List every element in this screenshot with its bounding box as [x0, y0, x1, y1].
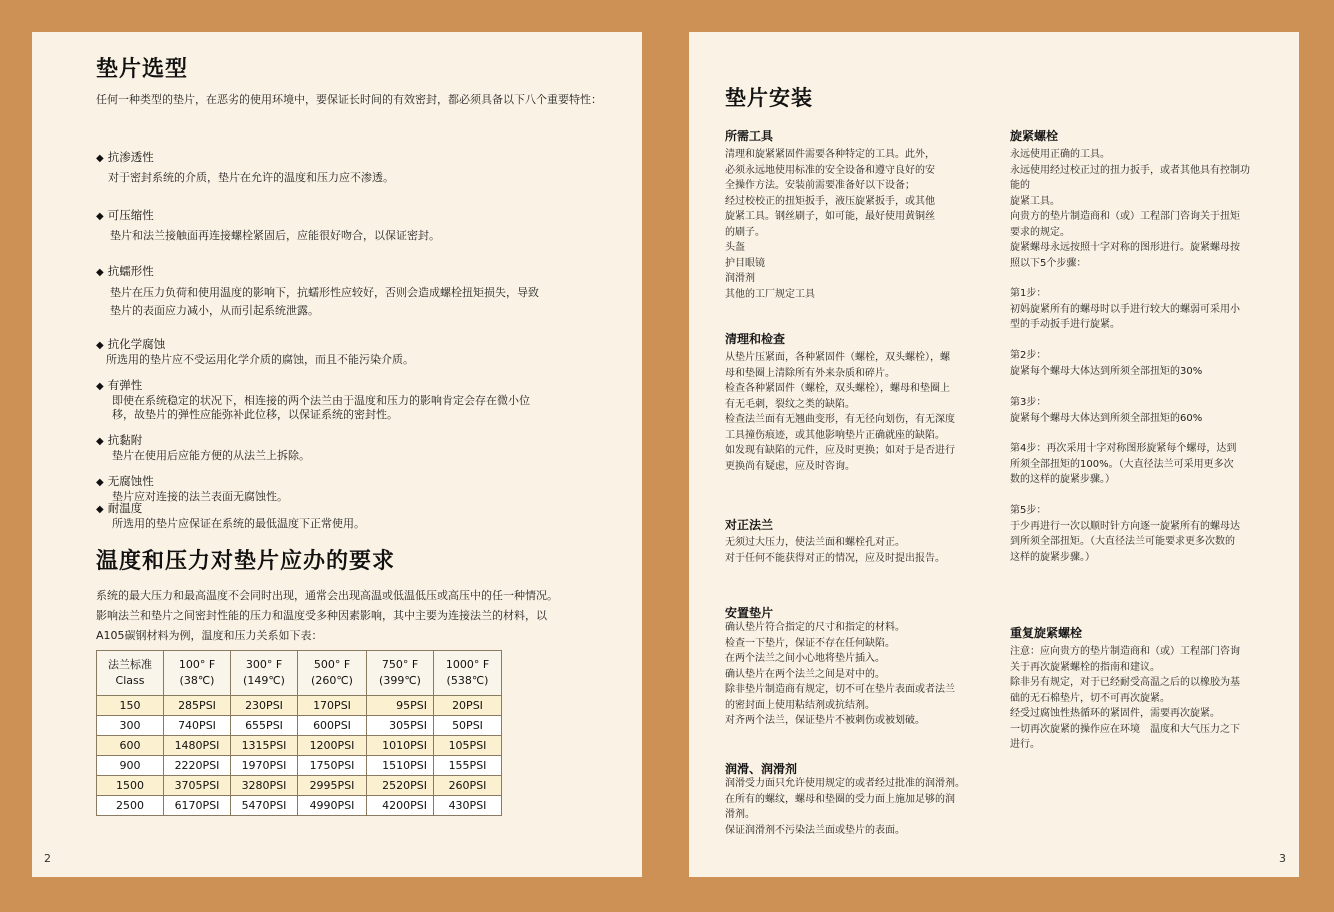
table-cell: 3280PSI [231, 776, 298, 796]
property-title: 抗蠕形性 [107, 264, 154, 278]
lube-text: 润滑受力面只允许使用规定的或者经过批准的润滑剂。 在所有的螺纹，螺母和垫圈的受力面上施加足够的润 滑剂。 保证润滑剂不污染法兰面或垫片的表面。 [725, 778, 965, 836]
clean-text: 从垫片压紧面，各种紧固件（螺栓，双头螺栓），螺 母和垫圈上清除所有外来杂质和碎片。 检查各种紧固件（螺栓，双头螺栓），螺母和垫圈上 有无毛刺，裂纹之类的缺陷。 检查法兰面有无翘曲变形，有无径向划伤，有无深度 工具撞伤痕迹，或其他影响垫片正确就座的缺陷。 如发现有缺陷的元件，应及时更换；如对于是否进行 更换尚有疑虑，应及时咨询。 [725, 352, 955, 472]
table-cell: 95PSI [367, 696, 434, 716]
table-cell: 900 [97, 756, 164, 776]
table-header-cell: 300° F (149℃) [231, 651, 298, 696]
table-cell: 1315PSI [231, 736, 298, 756]
table-cell: 300 [97, 716, 164, 736]
table-cell: 1510PSI [367, 756, 434, 776]
table-cell: 1750PSI [298, 756, 367, 776]
table-cell: 2220PSI [164, 756, 231, 776]
property-text: 所选用的垫片应不受运用化学介质的腐蚀，而且不能污染介质。 [106, 353, 414, 366]
step-2: 第2步： 旋紧每个螺母大体达到所须全部扭矩的30% [1010, 350, 1203, 377]
property-title: 无腐蚀性 [107, 474, 154, 488]
property-title: 可压缩性 [107, 208, 154, 222]
table-row [97, 796, 502, 816]
diamond-bullet-icon: ◆ [96, 436, 104, 447]
table-cell: 4200PSI [367, 796, 434, 816]
property-text: 垫片和法兰接触面再连接螺栓紧固后，应能很好吻合，以保证密封。 [110, 229, 440, 242]
place-heading: 安置垫片 [725, 606, 774, 620]
bolt-heading: 旋紧螺栓 [1010, 129, 1059, 143]
diamond-bullet-icon: ◆ [96, 477, 104, 488]
right-page [689, 32, 1299, 877]
property-item [96, 433, 310, 463]
property-item [96, 150, 394, 186]
property-item [96, 501, 365, 531]
table-header-cell: 1000° F (538℃) [434, 651, 502, 696]
property-item [96, 337, 414, 367]
property-item [96, 264, 539, 319]
align-text: 无须过大压力，使法兰面和螺栓孔对正。 对于任何不能获得对正的情况，应及时提出报告。 [725, 537, 945, 564]
table-cell: 2520PSI [367, 776, 434, 796]
diamond-bullet-icon: ◆ [96, 211, 104, 222]
property-text: 即使在系统稳定的状况下，相连接的两个法兰由于温度和压力的影响肯定会存在微小位 [112, 394, 530, 407]
table-row [97, 716, 502, 736]
table-cell: 740PSI [164, 716, 231, 736]
section-text-line: 影响法兰和垫片之间密封性能的压力和温度受多种因素影响，其中主要为连接法兰的材料，以 [96, 609, 547, 622]
diamond-bullet-icon: ◆ [96, 340, 104, 351]
left-page [32, 32, 642, 877]
align-heading: 对正法兰 [725, 518, 774, 532]
table-cell: 1500 [97, 776, 164, 796]
property-item [96, 208, 440, 244]
diamond-bullet-icon: ◆ [96, 381, 104, 392]
table-cell: 1480PSI [164, 736, 231, 756]
property-title: 抗黏附 [107, 433, 143, 447]
table-cell: 260PSI [434, 776, 502, 796]
step-4: 第4步：再次采用十字对称图形旋紧每个螺母，达到 所须全部扭矩的100%。（大直径法兰可采用更多次 数的这样的旋紧步骤。） [1010, 443, 1237, 485]
property-item [96, 378, 530, 422]
table-cell: 655PSI [231, 716, 298, 736]
table-cell: 3705PSI [164, 776, 231, 796]
table-header-cell: 750° F (399℃) [367, 651, 434, 696]
table-cell: 155PSI [434, 756, 502, 776]
section-title: 温度和压力对垫片应办的要求 [96, 549, 396, 574]
page-title: 垫片选型 [96, 57, 189, 82]
table-cell: 2995PSI [298, 776, 367, 796]
property-text: 垫片在压力负荷和使用温度的影响下，抗蠕形性应较好，否则会造成螺栓扭矩损失，导致 [110, 286, 539, 299]
page-number: 3 [1279, 852, 1286, 865]
tools-heading: 所需工具 [725, 129, 774, 143]
bolt-text: 永远使用正确的工具。 永远使用经过校正过的扭力扳手，或者其他具有控制功 能的 旋紧工具。 向贵方的垫片制造商和（或）工程部门咨询关于扭矩 要求的规定。 旋紧螺母永远按照十字对称的图形进行。旋紧螺母按 照以下5个步骤： [1010, 149, 1250, 269]
property-text: 垫片在使用后应能方便的从法兰上拆除。 [112, 449, 310, 462]
table-cell: 4990PSI [298, 796, 367, 816]
section-text-line: 系统的最大压力和最高温度不会同时出现，通常会出现高温或低温低压或高压中的任一种情况。 [96, 589, 558, 602]
table-cell: 430PSI [434, 796, 502, 816]
table-cell: 6170PSI [164, 796, 231, 816]
section-text-line: A105碳钢材料为例，温度和压力关系如下表： [96, 629, 323, 642]
diamond-bullet-icon: ◆ [96, 153, 104, 164]
table-cell: 50PSI [434, 716, 502, 736]
retighten-heading: 重复旋紧螺栓 [1010, 626, 1083, 640]
table-cell: 1970PSI [231, 756, 298, 776]
table-header-cell: 法兰标准 Class [97, 651, 164, 696]
diamond-bullet-icon: ◆ [96, 267, 104, 278]
table-row [97, 736, 502, 756]
intro-text: 任何一种类型的垫片，在恶劣的使用环境中，要保证长时间的有效密封，都必须具备以下八个重要特性： [96, 93, 602, 106]
table-cell: 170PSI [298, 696, 367, 716]
property-title: 耐温度 [107, 501, 143, 515]
step-5: 第5步： 于少再进行一次以顺时针方向逐一旋紧所有的螺母达 到所须全部扭矩。（大直径法兰可能要求更多次数的 这样的旋紧步骤。） [1010, 505, 1240, 563]
clean-heading: 清理和检查 [725, 332, 786, 346]
table-cell: 150 [97, 696, 164, 716]
table-cell: 285PSI [164, 696, 231, 716]
page-number: 2 [44, 852, 51, 865]
table-cell: 1200PSI [298, 736, 367, 756]
property-text: 对于密封系统的介质，垫片在允许的温度和压力应不渗透。 [108, 171, 394, 184]
diamond-bullet-icon: ◆ [96, 504, 104, 515]
table-row [97, 776, 502, 796]
table-cell: 600 [97, 736, 164, 756]
table-cell: 600PSI [298, 716, 367, 736]
place-text: 确认垫片符合指定的尺寸和指定的材料。 检查一下垫片，保证不存在任何缺陷。 在两个法兰之间小心地将垫片插入。 确认垫片在两个法兰之间是对中的。 除非垫片制造商有规定，切不可在垫片表面或者法兰 的密封面上使用粘结剂或抗结剂。 对齐两个法兰，保证垫片不被刺伤或被划破。 [725, 622, 955, 726]
property-title: 有弹性 [107, 378, 143, 392]
table-cell: 1010PSI [367, 736, 434, 756]
property-title: 抗化学腐蚀 [107, 337, 166, 351]
step-1: 第1步： 初妈旋紧所有的螺母时以手进行较大的螺弱可采用小 型的手动扳手进行旋紧。 [1010, 288, 1240, 330]
table-cell: 105PSI [434, 736, 502, 756]
section-text [96, 586, 558, 646]
table-header-cell: 500° F (260℃) [298, 651, 367, 696]
table-header-cell: 100° F (38℃) [164, 651, 231, 696]
property-title: 抗渗透性 [107, 150, 154, 164]
property-text: 垫片应对连接的法兰表面无腐蚀性。 [112, 490, 288, 503]
pressure-temperature-table [96, 650, 502, 816]
table-cell: 20PSI [434, 696, 502, 716]
table-cell: 5470PSI [231, 796, 298, 816]
page-title: 垫片安装 [725, 86, 813, 110]
table-row [97, 756, 502, 776]
property-text: 垫片的表面应力减小，从而引起系统泄露。 [110, 304, 319, 317]
table-cell: 230PSI [231, 696, 298, 716]
table-cell: 305PSI [367, 716, 434, 736]
tools-text: 清理和旋紧紧固件需要各种特定的工具。此外， 必须永远地使用标准的安全设备和遵守良好的安 全操作方法。安装前需要准备好以下设备； 经过校校正的扭矩扳手，液压旋紧扳手，或其他 旋紧工具。钢丝刷子，如可能，最好使用黄铜丝 的刷子。 头盔 护目眼镜 润滑剂 其他的工厂规定工具 [725, 149, 935, 300]
retighten-text: 注意：应向贵方的垫片制造商和（或）工程部门咨询 关于再次旋紧螺栓的指南和建议。 除非另有规定，对于已经耐受高温之后的以橡胶为基 础的无石棉垫片，切不可再次旋紧。 经受过腐蚀性热循环的紧固件，需要再次旋紧。 一切再次旋紧的操作应在环境 温度和大气压力之下 进行。 [1010, 646, 1240, 750]
table-header-row [97, 651, 502, 696]
table-row [97, 696, 502, 716]
step-3: 第3步： 旋紧每个螺母大体达到所须全部扭矩的60% [1010, 397, 1203, 424]
table-cell: 2500 [97, 796, 164, 816]
property-item [96, 474, 288, 504]
lube-heading: 润滑、润滑剂 [725, 762, 798, 776]
property-text: 所选用的垫片应保证在系统的最低温度下正常使用。 [112, 517, 365, 530]
property-text: 移，故垫片的弹性应能弥补此位移，以保证系统的密封性。 [112, 408, 398, 421]
